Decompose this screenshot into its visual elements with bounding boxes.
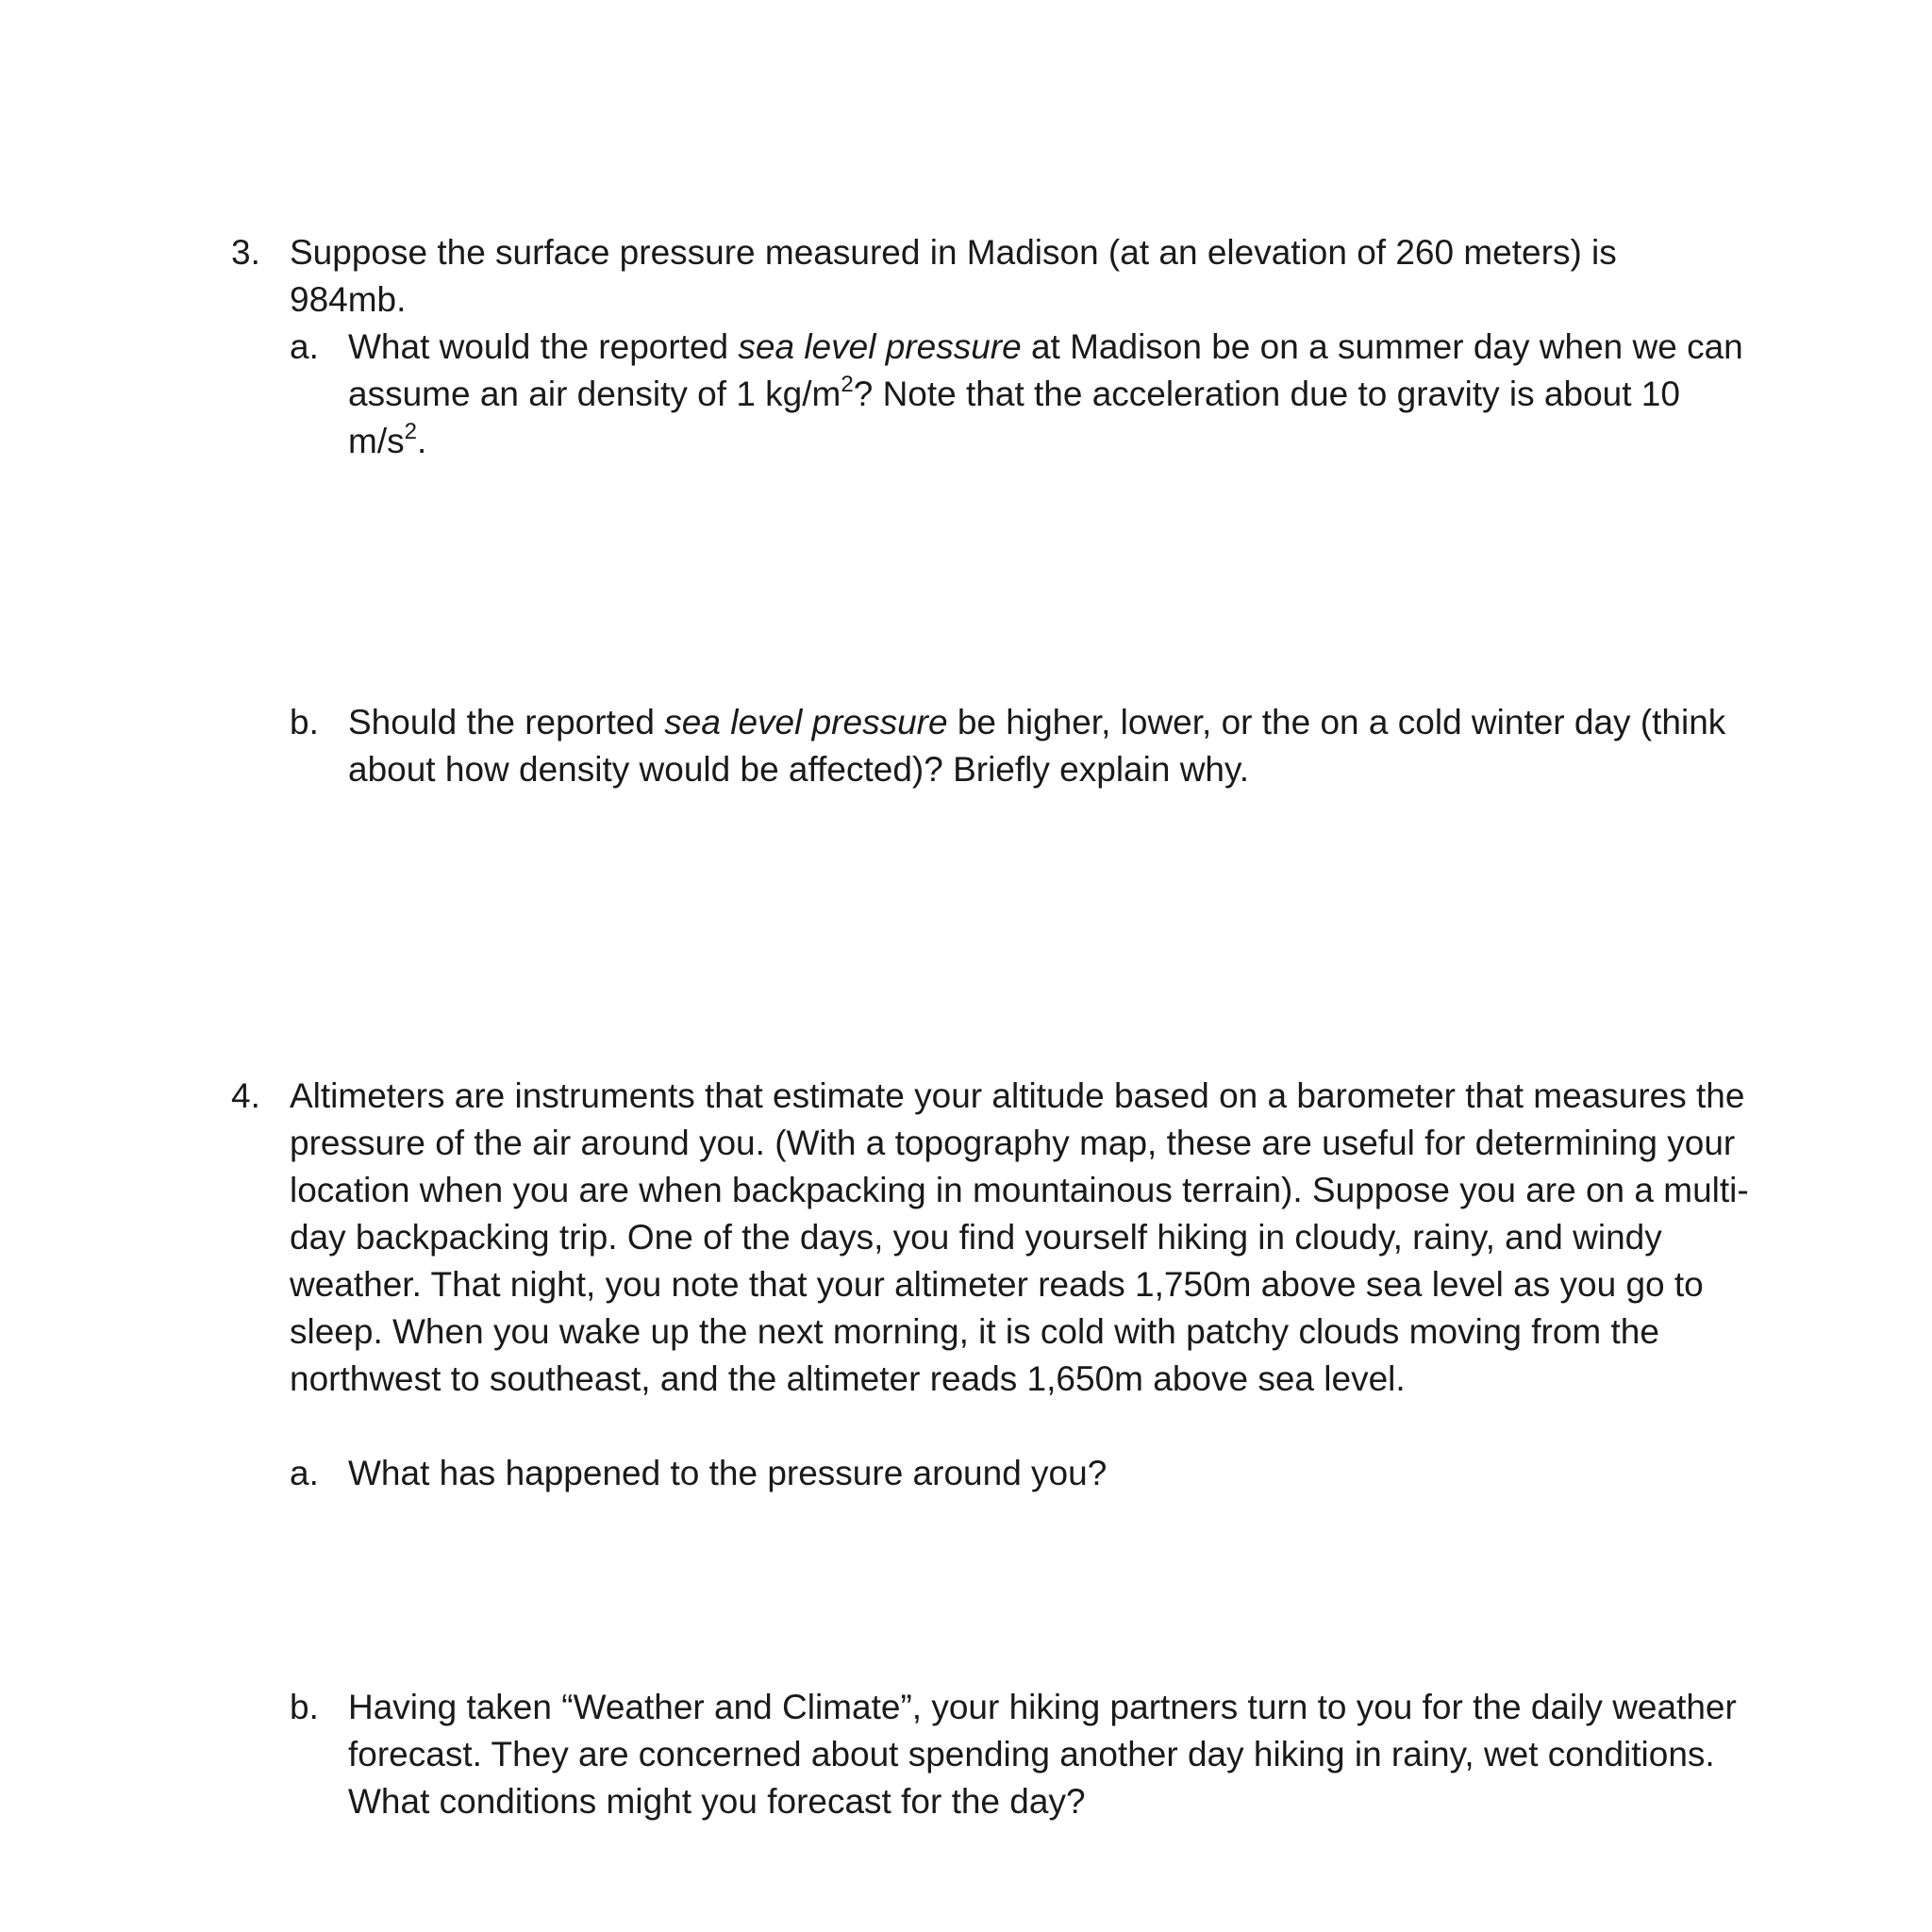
part-text <box>348 324 1761 465</box>
text-run: Should the reported <box>348 703 665 741</box>
part-letter: a. <box>290 1454 319 1492</box>
text-run: at Madison be on a summer day when we can assume an air density of 1 kg/m <box>348 327 1743 413</box>
part-letter: b. <box>290 1688 319 1726</box>
superscript: 2 <box>841 372 854 397</box>
question-number: 3. <box>231 233 260 272</box>
question-4 <box>231 1073 1759 1821</box>
part-letter: b. <box>290 703 319 741</box>
question-4-part-b <box>290 1684 1761 1825</box>
emphasis-term: sea level pressure <box>738 327 1022 366</box>
question-3-part-b <box>290 699 1761 793</box>
part-text: Having taken “Weather and Climate”, your hiking partners turn to you for the daily weather forecast. They are concerned about spending another day hiking in rainy, wet conditions. What conditions might you forecast for the day? <box>348 1688 1737 1821</box>
part-text: What has happened to the pressure around you? <box>348 1454 1108 1492</box>
question-text: Altimeters are instruments that estimate your altitude based on a barometer that measures the pressure of the air around you. (With a topography map, these are useful for determining your location when you are when backpacking in mountainous terrain). Suppose you are on a multi-day backpacking trip. One of the days, you find yourself hiking in cloudy, rainy, and windy weather. That night, you note that your altimeter reads 1,750m above sea level as you go to sleep. When you wake up the next morning, it is cold with patchy clouds moving from the northwest to southeast, and the altimeter reads 1,650m above sea level. <box>290 1076 1749 1398</box>
question-3-part-a <box>290 324 1761 465</box>
superscript: 2 <box>404 419 417 444</box>
text-run: ? Note that the acceleration due to gravity is about 10 m/s <box>348 375 1680 460</box>
text-run: be higher, lower, or the on a cold winter day (think about how density would be affected)? Briefly explain why. <box>348 703 1726 789</box>
question-3 <box>231 229 1759 789</box>
question-text-line: Suppose the surface pressure measured in Madison (at an elevation of 260 meters) is <box>290 233 1617 272</box>
question-text-line: 984mb. <box>290 280 407 319</box>
text-run: What would the reported <box>348 327 739 366</box>
emphasis-term: sea level pressure <box>664 703 948 741</box>
part-letter: a. <box>290 327 319 366</box>
question-text <box>290 229 1759 324</box>
question-4-part-a <box>290 1450 1761 1497</box>
question-number: 4. <box>231 1076 260 1115</box>
part-text <box>348 699 1761 793</box>
text-run: . <box>416 422 427 460</box>
